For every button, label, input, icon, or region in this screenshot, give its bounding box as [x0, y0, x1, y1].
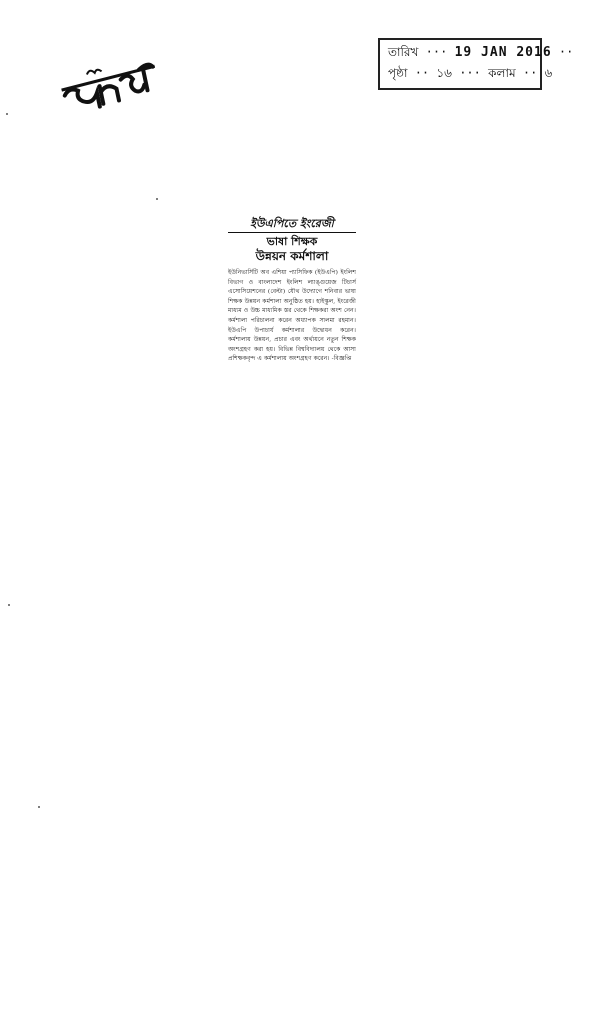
stamp-column-value: ৬	[544, 66, 553, 80]
article-headline-line3: উন্নয়ন কর্মশালা	[255, 249, 329, 264]
masthead-logo-graphic	[55, 50, 164, 124]
article-headline-line1: ইউএপিতে ইংরেজী	[228, 218, 356, 233]
stamp-page-row: পৃষ্ঠা ·· ১৬ ··· কলাম ·· ৬	[388, 66, 553, 80]
article-headline-line2: ভাষা শিক্ষক	[266, 234, 318, 248]
scan-speck	[8, 604, 10, 606]
scan-speck	[6, 113, 8, 115]
scan-speck	[156, 198, 158, 200]
stamp-date-row: তারিখ ··· 19 JAN 2016 ··	[388, 45, 574, 60]
stamp-page-value: ১৬	[436, 66, 452, 80]
article-body: ইউনিভার্সিটি অব এশিয়া প্যাসিফিক (ইউএপি) ইংলিশ বিভাগ ও বাংলাদেশ ইংলিশ ল্যাঙ্গুয়েজ টিচার্স এসোসিয়েশনের (বেল্টা) যৌথ উদ্যোগে শনিবার ভাষা শিক্ষক উন্নয়ন কর্মশালা অনুষ্ঠিত হয়। হাইস্কুল, ইংরেজী মাধ্যম ও উচ্চ মাধ্যমিক স্তর থেকে শিক্ষকরা অংশ নেন। কর্মশালা পরিচালনা করেন অধ্যাপক সালমা রহমান। ইউএপি উপাচার্য কর্মশালার উদ্বোধন করেন। কর্মশালায় উন্নয়ন, প্রচার এবং অর্থায়নে নতুন শিক্ষক অংশগ্রহণ করা হয়। বিভিন্ন বিশ্ববিদ্যালয় থেকে আসা প্রশিক্ষকবৃন্দ এ কর্মশালায় অংশগ্রহণ করেন। -বিজ্ঞপ্তি	[228, 270, 356, 363]
newspaper-clipping	[228, 218, 356, 466]
stamp-date-label: তারিখ	[388, 45, 419, 59]
stamp-page-label: পৃষ্ঠা	[388, 66, 408, 80]
clipping-date-stamp	[378, 38, 574, 90]
scan-speck	[38, 806, 40, 808]
newspaper-masthead-logo	[55, 50, 164, 124]
stamp-date-value: 19 JAN 2016	[454, 45, 552, 60]
stamp-column-label: কলাম	[488, 66, 516, 80]
